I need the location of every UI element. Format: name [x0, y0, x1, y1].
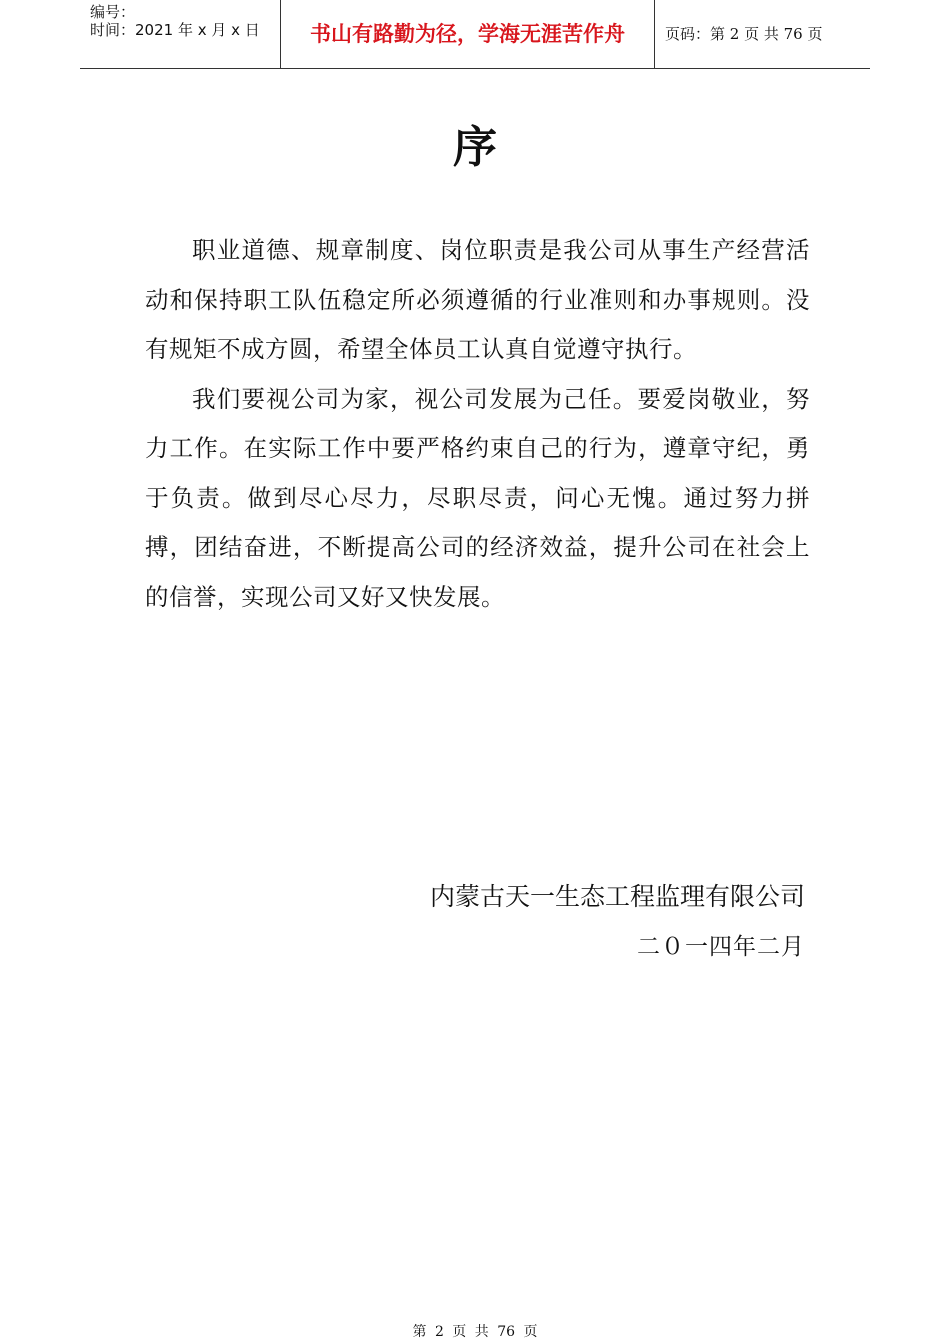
- header-page-label: 页码：第 2 页 共 76 页: [665, 25, 823, 43]
- code-label: 编号：: [90, 3, 136, 21]
- signature-date: 二０一四年二月: [637, 934, 805, 960]
- header-meta: [80, 0, 281, 68]
- paragraph-1: 职业道德、规章制度、岗位职责是我公司从事生产经营活动和保持职工队伍稳定所必须遵循的行业准则和办事规则。没有规矩不成方圆，希望全体员工认真自觉遵守执行。: [145, 236, 810, 363]
- paragraph-2: 我们要视公司为家，视公司发展为己任。要爱岗敬业，努力工作。在实际工作中要严格约束自己的行为，遵章守纪，勇于负责。做到尽心尽力，尽职尽责，问心无愧。通过努力拼搏，团结奋进，不断提高公司的经济效益，提升公司在社会上的信誉，实现公司又好又快发展。: [145, 384, 810, 611]
- body-text: [145, 226, 810, 622]
- page-title: 序: [453, 122, 497, 173]
- time-label: 时间：2021 年 x 月 x 日: [90, 21, 260, 39]
- header-motto: 书山有路勤为径，学海无涯苦作舟: [281, 0, 655, 68]
- page-header: [80, 0, 870, 69]
- page-footer: 第 2 页 共 76 页: [412, 1324, 538, 1340]
- signature-company: 内蒙古天一生态工程监理有限公司: [429, 882, 805, 911]
